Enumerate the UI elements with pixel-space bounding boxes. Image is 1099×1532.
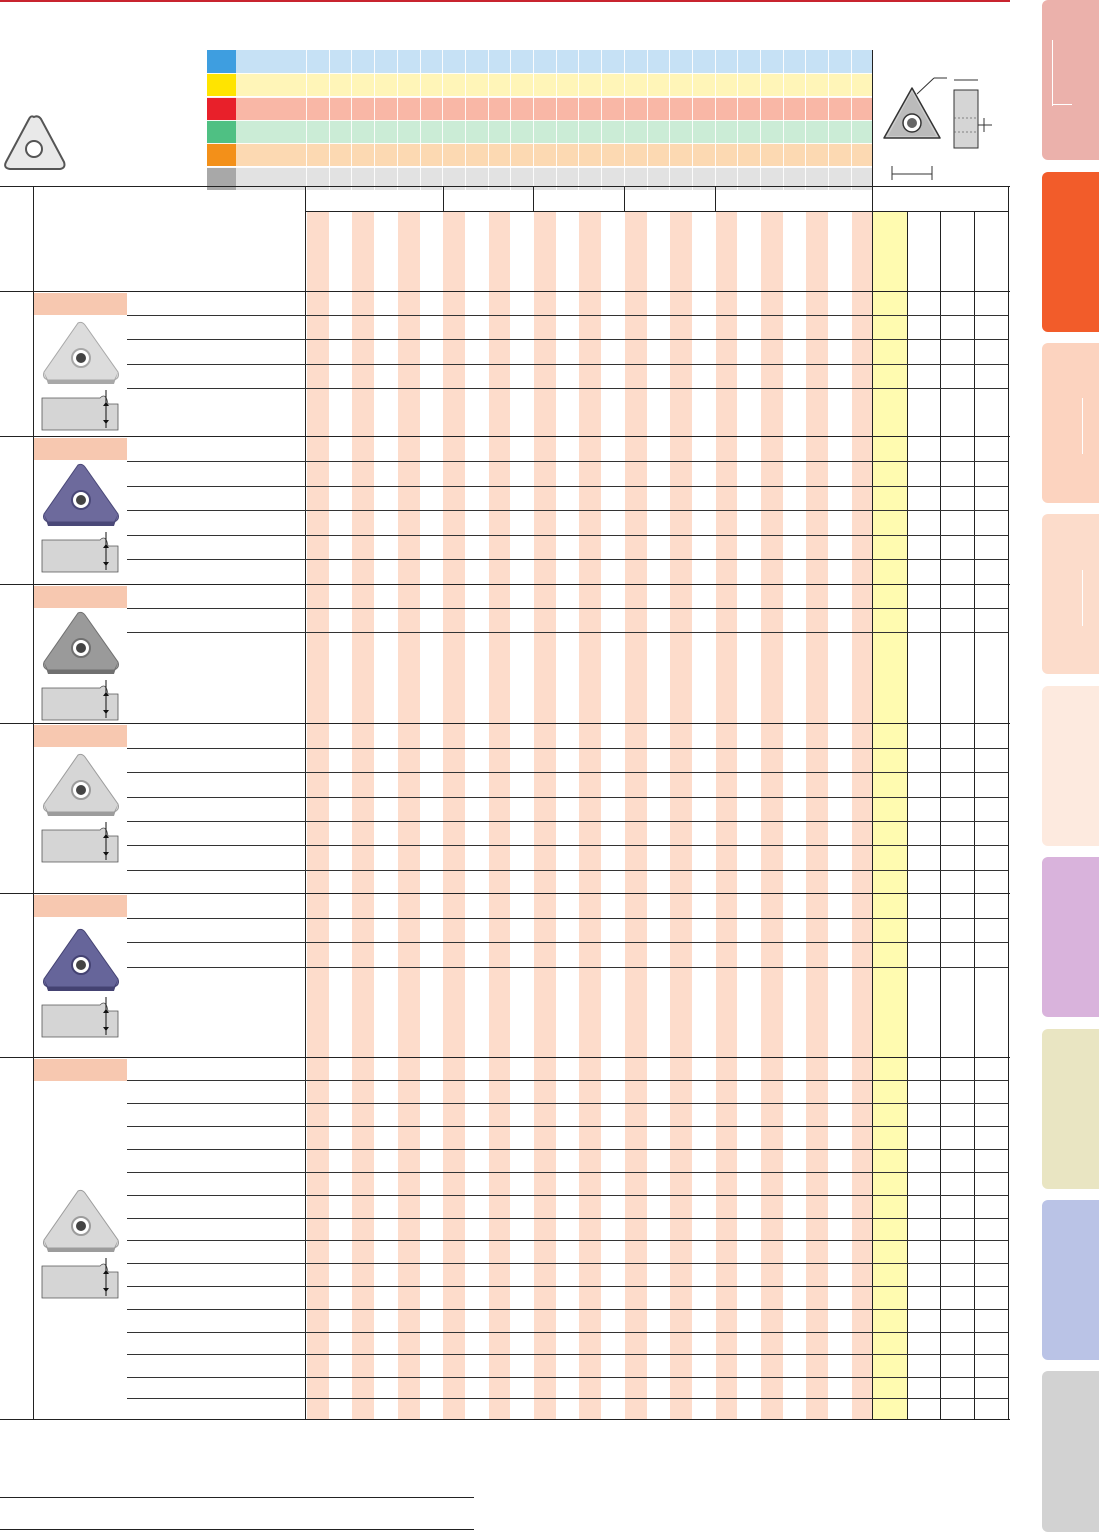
highlight-column	[873, 212, 907, 1419]
group-rule	[0, 436, 1010, 437]
grade-column-stripe	[670, 212, 692, 1419]
grade-column-stripe	[443, 212, 465, 1419]
table-row	[127, 918, 1008, 919]
grid-right-divider	[872, 186, 873, 1419]
triangle-insert-icon	[0, 112, 70, 174]
table-top-rule	[0, 186, 1010, 187]
iso-swatch-5	[207, 143, 236, 166]
dimension-col-divider	[974, 211, 975, 1419]
table-row	[127, 870, 1008, 871]
table-row	[127, 510, 1008, 511]
table-row	[127, 1172, 1008, 1173]
side-tab-8	[1042, 1200, 1099, 1360]
header-group-divider	[533, 186, 534, 211]
side-tab-6	[1042, 857, 1099, 1017]
series-label-6	[34, 1059, 127, 1081]
grade-column-stripe	[489, 212, 510, 1419]
iso-swatch-3	[207, 97, 236, 120]
iso-row-line	[207, 97, 872, 98]
table-right-edge	[1008, 186, 1009, 1419]
header-group-divider	[443, 186, 444, 211]
name-column-divider	[305, 186, 306, 1419]
header-rule	[0, 0, 1010, 2]
side-tab-7	[1042, 1029, 1099, 1189]
side-tab-3	[1042, 343, 1099, 503]
table-row	[127, 339, 1008, 340]
insert-photo-4	[40, 752, 124, 867]
table-row	[127, 632, 1008, 633]
table-row	[127, 535, 1008, 536]
iso-swatch-2	[207, 73, 236, 96]
insert-photo-3	[40, 610, 124, 725]
iso-swatch-4	[207, 120, 236, 143]
grade-column-stripe	[352, 212, 374, 1419]
grade-column-stripe	[579, 212, 601, 1419]
side-tab-5	[1042, 686, 1099, 846]
insert-photo-5	[40, 927, 124, 1042]
group-rule	[0, 893, 1010, 894]
table-row	[127, 559, 1008, 560]
group-rule	[0, 584, 1010, 585]
iso-band-3	[236, 97, 872, 120]
header-top-divider	[872, 50, 873, 186]
grade-column-stripe	[625, 212, 647, 1419]
tab-mark-2	[1082, 398, 1083, 454]
header-sub-rule	[305, 211, 1008, 212]
group-rule	[0, 1057, 1010, 1058]
dimension-col-divider	[940, 211, 941, 1419]
table-row	[127, 1126, 1008, 1127]
series-label-2	[34, 438, 127, 460]
table-row	[127, 1195, 1008, 1196]
table-row	[127, 1309, 1008, 1310]
table-row	[127, 748, 1008, 749]
footnote-rule-2	[0, 1529, 474, 1530]
iso-row-line	[207, 120, 872, 121]
table-row	[127, 1080, 1008, 1081]
iso-band-2	[236, 73, 872, 96]
iso-swatch-1	[207, 50, 236, 73]
iso-row-line	[207, 143, 872, 144]
tab-mark-3	[1082, 570, 1083, 626]
tab-mark-1b	[1052, 104, 1072, 105]
iso-band-4	[236, 120, 872, 143]
table-row	[127, 1263, 1008, 1264]
group-rule	[0, 723, 1010, 724]
table-row	[127, 942, 1008, 943]
header-group-divider	[624, 186, 625, 211]
dimension-col-divider	[907, 211, 908, 1419]
table-row	[127, 772, 1008, 773]
grade-column-stripe	[806, 212, 828, 1419]
iso-row-line	[207, 167, 872, 168]
tab-mark-1	[1052, 40, 1053, 106]
grade-column-stripe	[398, 212, 420, 1419]
footnote-rule-1	[0, 1497, 474, 1498]
iso-row-line	[207, 73, 872, 74]
iso-col-line	[874, 50, 875, 190]
side-tab-2	[1042, 172, 1099, 332]
table-row	[127, 364, 1008, 365]
table-bottom-rule	[0, 1419, 1010, 1420]
table-row	[127, 1218, 1008, 1219]
table-row	[127, 1332, 1008, 1333]
table-row	[127, 486, 1008, 487]
table-row	[127, 797, 1008, 798]
insert-photo-6	[40, 1188, 124, 1303]
series-label-5	[34, 895, 127, 917]
iso-band-1	[236, 50, 872, 73]
table-left-divider	[33, 186, 34, 1419]
table-row	[127, 1354, 1008, 1355]
table-row	[127, 1398, 1008, 1399]
table-row	[127, 1377, 1008, 1378]
table-row	[127, 821, 1008, 822]
table-row	[127, 315, 1008, 316]
insert-photo-2	[40, 462, 124, 577]
grade-column-stripe	[761, 212, 783, 1419]
side-tab-9	[1042, 1371, 1099, 1532]
table-row	[127, 1103, 1008, 1104]
table-row	[127, 1149, 1008, 1150]
group-rule	[0, 291, 1010, 292]
series-label-1	[34, 293, 127, 315]
table-row	[127, 388, 1008, 389]
table-row	[127, 608, 1008, 609]
table-row	[127, 1240, 1008, 1241]
side-tab-1	[1042, 0, 1099, 160]
table-row	[127, 845, 1008, 846]
table-row	[127, 967, 1008, 968]
grade-column-stripe	[716, 212, 737, 1419]
grade-column-stripe	[534, 212, 556, 1419]
insert-photo-1	[40, 320, 124, 435]
table-row	[127, 1286, 1008, 1287]
side-tab-4	[1042, 514, 1099, 674]
table-row	[127, 461, 1008, 462]
grade-column-stripe	[852, 212, 874, 1419]
insert-dimension-drawing-icon	[872, 70, 1002, 182]
header-group-divider	[715, 186, 716, 211]
grade-column-stripe	[307, 212, 329, 1419]
iso-band-5	[236, 143, 872, 166]
series-label-3	[34, 586, 127, 608]
series-label-4	[34, 725, 127, 747]
